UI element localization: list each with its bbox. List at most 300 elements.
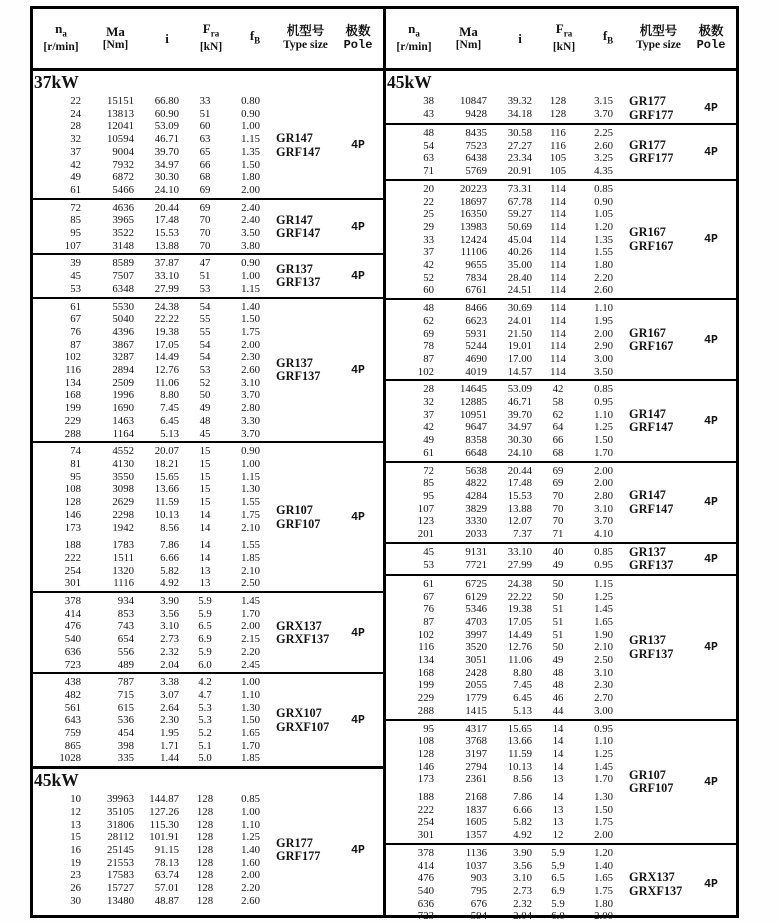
- cell-radial-load: 60: [199, 120, 211, 133]
- type-size-line: GR107: [276, 503, 313, 518]
- type-size-line: GRF107: [276, 516, 321, 531]
- cell-service-factor: 2.60: [241, 364, 260, 377]
- type-size-line: GRF147: [629, 501, 674, 516]
- cell-ratio: 8.56: [513, 773, 532, 786]
- cell-ratio: 11.06: [508, 654, 532, 667]
- cell-speed: 188: [64, 539, 81, 552]
- cell-speed: 378: [417, 846, 434, 859]
- type-size-line: GR137: [276, 355, 313, 370]
- table-row: [33, 620, 272, 633]
- header-unit-type: Type size: [636, 38, 681, 51]
- cell-ratio: 2.32: [160, 645, 179, 658]
- cell-ratio: 19.38: [507, 603, 532, 616]
- cell-ratio: 13.88: [507, 502, 532, 515]
- cell-ratio: 45.04: [507, 233, 532, 246]
- header-label-na: $n_a$: [55, 20, 67, 39]
- cell-ratio: 35.00: [507, 259, 532, 272]
- header-label-ma: Ma: [106, 23, 125, 39]
- table-row: [386, 259, 625, 272]
- cell-torque: 3867: [112, 338, 134, 351]
- cell-service-factor: 2.00: [594, 829, 613, 842]
- cell-ratio: 22.22: [507, 590, 532, 603]
- rating-group: [33, 253, 383, 296]
- cell-speed: 643: [64, 714, 81, 727]
- type-size-line: GRF147: [629, 420, 674, 435]
- type-size-line: GR107: [629, 767, 666, 782]
- cell-service-factor: 1.15: [241, 133, 260, 146]
- rating-rows: [386, 183, 625, 297]
- type-size-line: GR147: [276, 212, 313, 227]
- cell-service-factor: 3.10: [594, 502, 613, 515]
- cell-torque: 2361: [465, 773, 487, 786]
- table-row: [33, 752, 272, 765]
- cell-speed: 540: [417, 884, 434, 897]
- cell-torque: 8466: [465, 302, 487, 315]
- cell-speed: 414: [417, 859, 434, 872]
- cell-radial-load: 49: [552, 654, 564, 667]
- cell-ratio: 15.53: [154, 227, 179, 240]
- cell-torque: 2428: [465, 666, 487, 679]
- cell-torque: 14645: [460, 383, 487, 396]
- table-row: [386, 315, 625, 328]
- cell-speed: 108: [64, 483, 81, 496]
- table-panel-right: [383, 9, 736, 922]
- type-size-label: [625, 465, 686, 541]
- rating-group: [386, 461, 736, 542]
- cell-speed: 561: [64, 701, 81, 714]
- cell-radial-load: 114: [550, 233, 566, 246]
- cell-service-factor: 1.00: [241, 457, 260, 470]
- cell-radial-load: 14: [552, 760, 564, 773]
- cell-speed: 146: [417, 760, 434, 773]
- cell-ratio: 46.71: [154, 133, 179, 146]
- table-row: [386, 860, 625, 873]
- cell-ratio: 27.99: [154, 282, 179, 295]
- cell-service-factor: 3.70: [241, 427, 260, 440]
- cell-radial-load: 48: [552, 679, 564, 692]
- type-size-label: [625, 383, 686, 459]
- cell-radial-load: 54: [199, 300, 211, 313]
- cell-service-factor: 2.70: [594, 692, 613, 705]
- cell-ratio: 33.10: [154, 270, 179, 283]
- rating-group: [386, 574, 736, 719]
- table-row: [386, 528, 625, 541]
- table-row: [33, 496, 272, 509]
- table-row: [33, 458, 272, 471]
- cell-torque: 3997: [465, 628, 487, 641]
- table-row: [386, 885, 625, 898]
- cell-radial-load: 66: [199, 158, 211, 171]
- cell-torque: 6648: [465, 446, 487, 459]
- table-row: [33, 339, 272, 352]
- table-row: [386, 421, 625, 434]
- cell-radial-load: 128: [196, 894, 214, 907]
- cell-ratio: 78.13: [154, 856, 179, 869]
- cell-service-factor: 0.85: [594, 182, 613, 195]
- cell-radial-load: 14: [552, 791, 564, 804]
- type-size-line: GRF167: [629, 339, 674, 354]
- table-row: [386, 152, 625, 165]
- cell-torque: 594: [470, 910, 487, 922]
- cell-speed: 188: [417, 791, 434, 804]
- table-row: [33, 483, 272, 496]
- cell-service-factor: 1.50: [241, 158, 260, 171]
- cell-torque: 13813: [107, 107, 134, 120]
- cell-speed: 22: [70, 95, 81, 107]
- cell-radial-load: 14: [199, 521, 211, 534]
- cell-ratio: 18.21: [154, 457, 179, 470]
- cell-torque: 3520: [465, 641, 487, 654]
- cell-radial-load: 70: [199, 214, 211, 227]
- cell-service-factor: 0.90: [241, 257, 260, 270]
- table-row: [33, 509, 272, 522]
- table-row: [33, 108, 272, 121]
- cell-ratio: 27.27: [507, 139, 532, 152]
- cell-ratio: 7.45: [160, 402, 179, 415]
- cell-service-factor: 1.30: [594, 791, 613, 804]
- cell-ratio: 2.04: [160, 658, 179, 671]
- cell-torque: 615: [117, 701, 134, 714]
- cell-ratio: 3.56: [513, 859, 532, 872]
- cell-speed: 254: [417, 816, 434, 829]
- cell-speed: 85: [423, 477, 434, 490]
- cell-torque: 2168: [465, 791, 487, 804]
- cell-service-factor: 2.40: [241, 201, 260, 214]
- cell-service-factor: 2.00: [594, 477, 613, 490]
- cell-radial-load: 5.9: [198, 607, 212, 620]
- cell-service-factor: 2.60: [241, 894, 260, 907]
- cell-service-factor: 2.00: [594, 910, 613, 922]
- cell-radial-load: 114: [550, 340, 566, 353]
- cell-ratio: 7.86: [513, 791, 532, 804]
- header-label-fra: $F_{ra}$: [202, 20, 220, 39]
- cell-service-factor: 2.20: [241, 882, 260, 895]
- cell-service-factor: 2.00: [241, 183, 260, 196]
- rating-rows: [33, 793, 272, 907]
- cell-ratio: 3.90: [513, 846, 532, 859]
- cell-ratio: 8.56: [160, 521, 179, 534]
- cell-speed: 222: [417, 803, 434, 816]
- cell-ratio: 37.87: [154, 257, 179, 270]
- cell-speed: 67: [423, 590, 434, 603]
- cell-speed: 636: [417, 897, 434, 910]
- cell-speed: 85: [70, 214, 81, 227]
- table-row: [386, 804, 625, 817]
- table-row: [33, 146, 272, 159]
- cell-speed: 48: [423, 127, 434, 139]
- cell-radial-load: 14: [552, 722, 564, 735]
- cell-service-factor: 1.10: [594, 408, 613, 421]
- cell-radial-load: 70: [199, 227, 211, 240]
- cell-service-factor: 2.80: [594, 489, 613, 502]
- cell-radial-load: 14: [552, 735, 564, 748]
- cell-radial-load: 69: [552, 477, 564, 490]
- table-row: [386, 272, 625, 285]
- cell-radial-load: 114: [550, 271, 566, 284]
- cell-ratio: 53.09: [507, 383, 532, 396]
- table-row: [33, 740, 272, 753]
- cell-service-factor: 1.30: [241, 483, 260, 496]
- cell-ratio: 30.30: [507, 434, 532, 447]
- rating-rows: [33, 301, 272, 441]
- table-row: [33, 702, 272, 715]
- type-size-label: [625, 578, 686, 718]
- column-header-row: [33, 9, 383, 71]
- table-row: [33, 95, 272, 108]
- cell-speed: 134: [64, 376, 81, 389]
- cell-service-factor: 3.50: [241, 227, 260, 240]
- cell-torque: 7507: [112, 270, 134, 283]
- cell-ratio: 3.10: [513, 872, 532, 885]
- cell-ratio: 13.66: [154, 483, 179, 496]
- table-row: [33, 895, 272, 908]
- table-row: [33, 283, 272, 296]
- cell-ratio: 34.97: [507, 421, 532, 434]
- cell-radial-load: 128: [196, 869, 214, 882]
- cell-speed: 865: [64, 739, 81, 752]
- cell-service-factor: 3.70: [241, 389, 260, 402]
- cell-service-factor: 3.30: [241, 414, 260, 427]
- table-row: [33, 227, 272, 240]
- cell-service-factor: 1.10: [241, 688, 260, 701]
- cell-radial-load: 114: [550, 365, 566, 378]
- cell-service-factor: 2.15: [241, 633, 260, 646]
- cell-ratio: 12.76: [154, 364, 179, 377]
- type-size-line: GR177: [629, 137, 666, 152]
- pole-label: 4P: [351, 843, 365, 857]
- cell-radial-load: 116: [550, 139, 566, 152]
- cell-torque: 676: [470, 897, 487, 910]
- table-row: [33, 831, 272, 844]
- cell-service-factor: 2.00: [241, 869, 260, 882]
- cell-service-factor: 1.25: [594, 747, 613, 760]
- cell-torque: 2298: [112, 508, 134, 521]
- rating-rows: [33, 676, 272, 765]
- cell-torque: 934: [117, 595, 134, 608]
- cell-ratio: 5.13: [160, 427, 179, 440]
- cell-ratio: 39.70: [154, 145, 179, 158]
- cell-service-factor: 2.20: [594, 271, 613, 284]
- cell-ratio: 17.05: [507, 615, 532, 628]
- type-size-label: [272, 676, 333, 765]
- table-row: [386, 829, 625, 842]
- table-row: [33, 844, 272, 857]
- cell-speed: 254: [64, 564, 81, 577]
- cell-speed: 69: [423, 327, 434, 340]
- cell-speed: 102: [417, 628, 434, 641]
- cell-radial-load: 6.9: [551, 884, 565, 897]
- table-row: [386, 578, 625, 591]
- cell-torque: 5769: [465, 165, 487, 178]
- cell-torque: 5931: [465, 327, 487, 340]
- cell-service-factor: 1.00: [241, 676, 260, 689]
- type-size-line: GR147: [276, 131, 313, 146]
- table-row: [33, 270, 272, 283]
- type-size-line: GRX107: [276, 706, 322, 721]
- header-cell-type: [631, 25, 686, 52]
- cell-speed: 32: [70, 133, 81, 146]
- cell-ratio: 4.92: [513, 829, 532, 842]
- cell-speed: 20: [423, 182, 434, 195]
- pole-label: 4P: [704, 878, 718, 892]
- cell-speed: 37: [423, 408, 434, 421]
- cell-ratio: 8.80: [513, 666, 532, 679]
- cell-ratio: 2.32: [513, 897, 532, 910]
- cell-ratio: 7.86: [160, 539, 179, 552]
- table-row: [386, 773, 625, 786]
- cell-service-factor: 2.00: [594, 327, 613, 340]
- type-size-label: [272, 793, 333, 907]
- cell-speed: 128: [64, 496, 81, 509]
- table-row: [386, 409, 625, 422]
- cell-speed: 301: [64, 577, 81, 590]
- cell-radial-load: 13: [552, 803, 564, 816]
- cell-radial-load: 52: [199, 376, 211, 389]
- type-size-label: [272, 95, 333, 197]
- cell-speed: 54: [423, 139, 434, 152]
- cell-torque: 5638: [465, 464, 487, 477]
- cell-service-factor: 4.10: [594, 528, 613, 541]
- type-size-line: GRF177: [629, 107, 674, 122]
- cell-service-factor: 1.40: [241, 843, 260, 856]
- cell-torque: 10847: [460, 95, 487, 107]
- pole-label: 4P: [704, 775, 718, 789]
- cell-speed: 229: [417, 692, 434, 705]
- table-row: [386, 503, 625, 516]
- type-size-line: GR177: [276, 835, 313, 850]
- table-row: [33, 806, 272, 819]
- cell-service-factor: 2.90: [594, 340, 613, 353]
- cell-radial-load: 114: [550, 208, 566, 221]
- header-cell-fra: [190, 22, 232, 55]
- table-row: [386, 735, 625, 748]
- table-row: [33, 608, 272, 621]
- cell-service-factor: 3.00: [594, 352, 613, 365]
- type-size-label: [625, 847, 686, 922]
- table-row: [386, 603, 625, 616]
- cell-radial-load: 5.1: [198, 739, 212, 752]
- pole-label: 4P: [351, 363, 365, 377]
- cell-radial-load: 66: [552, 434, 564, 447]
- table-row: [33, 689, 272, 702]
- table-row: [386, 165, 625, 178]
- cell-radial-load: 13: [552, 816, 564, 829]
- cell-speed: 61: [70, 183, 81, 196]
- cell-torque: 12041: [107, 120, 134, 133]
- cell-ratio: 14.57: [507, 365, 532, 378]
- cell-service-factor: 1.95: [594, 314, 613, 327]
- type-size-line: GRXF137: [629, 883, 683, 898]
- table-row: [33, 389, 272, 402]
- cell-speed: 378: [64, 595, 81, 608]
- cell-speed: 107: [417, 502, 434, 515]
- cell-torque: 787: [117, 676, 134, 689]
- pole-label: 4P: [351, 269, 365, 283]
- cell-radial-load: 105: [549, 152, 567, 165]
- cell-speed: 107: [64, 239, 81, 252]
- cell-ratio: 24.10: [154, 183, 179, 196]
- cell-service-factor: 2.50: [594, 654, 613, 667]
- cell-ratio: 21.50: [507, 327, 532, 340]
- cell-service-factor: 2.00: [594, 464, 613, 477]
- cell-service-factor: 1.70: [241, 739, 260, 752]
- cell-torque: 6872: [112, 171, 134, 184]
- cell-service-factor: 1.75: [594, 816, 613, 829]
- cell-service-factor: 0.90: [241, 107, 260, 120]
- table-row: [386, 490, 625, 503]
- rating-group: [386, 298, 736, 379]
- cell-service-factor: 2.80: [241, 402, 260, 415]
- cell-ratio: 15.53: [507, 489, 532, 502]
- cell-ratio: 2.73: [160, 633, 179, 646]
- cell-radial-load: 5.2: [198, 727, 212, 740]
- table-row: [33, 301, 272, 314]
- rating-rows: [386, 546, 625, 573]
- cell-torque: 4690: [465, 352, 487, 365]
- pole-label: 4P: [704, 641, 718, 655]
- type-size-line: GRXF137: [276, 632, 330, 647]
- cell-radial-load: 68: [199, 171, 211, 184]
- cell-ratio: 14.49: [154, 351, 179, 364]
- cell-ratio: 27.99: [507, 558, 532, 571]
- cell-speed: 168: [64, 389, 81, 402]
- cell-radial-load: 71: [552, 528, 564, 541]
- table-row: [386, 910, 625, 922]
- cell-ratio: 7.45: [513, 679, 532, 692]
- cell-speed: 53: [423, 558, 434, 571]
- cell-speed: 26: [70, 882, 81, 895]
- cell-ratio: 63.74: [154, 869, 179, 882]
- cell-service-factor: 1.05: [594, 208, 613, 221]
- cell-ratio: 24.38: [154, 300, 179, 313]
- cell-speed: 116: [418, 641, 434, 654]
- cell-speed: 72: [70, 201, 81, 214]
- cell-radial-load: 128: [549, 107, 567, 120]
- cell-ratio: 39.70: [507, 408, 532, 421]
- cell-ratio: 22.22: [154, 313, 179, 326]
- cell-service-factor: 1.50: [241, 714, 260, 727]
- cell-ratio: 144.87: [149, 793, 179, 806]
- cell-radial-load: 46: [552, 692, 564, 705]
- cell-service-factor: 3.10: [594, 666, 613, 679]
- table-row: [386, 641, 625, 654]
- cell-speed: 123: [417, 515, 434, 528]
- cell-radial-load: 6.9: [198, 633, 212, 646]
- rating-group: [33, 672, 383, 766]
- type-size-line: GRF147: [276, 226, 321, 241]
- cell-torque: 4822: [465, 477, 487, 490]
- cell-torque: 7523: [465, 139, 487, 152]
- cell-torque: 6725: [465, 577, 487, 590]
- cell-radial-load: 128: [196, 793, 214, 806]
- table-row: [386, 366, 625, 379]
- cell-service-factor: 1.10: [594, 302, 613, 315]
- cell-torque: 3965: [112, 214, 134, 227]
- cell-radial-load: 70: [199, 239, 211, 252]
- cell-torque: 1357: [465, 829, 487, 842]
- cell-ratio: 115.30: [149, 818, 179, 831]
- cell-speed: 13: [70, 818, 81, 831]
- cell-torque: 9004: [112, 145, 134, 158]
- cell-service-factor: 1.80: [241, 171, 260, 184]
- cell-radial-load: 70: [552, 502, 564, 515]
- cell-service-factor: 0.90: [594, 195, 613, 208]
- cell-ratio: 48.87: [154, 894, 179, 907]
- pole-label: 4P: [704, 145, 718, 159]
- table-row: [386, 95, 625, 108]
- header-cell-fb: [232, 29, 278, 48]
- cell-service-factor: 2.25: [594, 127, 613, 139]
